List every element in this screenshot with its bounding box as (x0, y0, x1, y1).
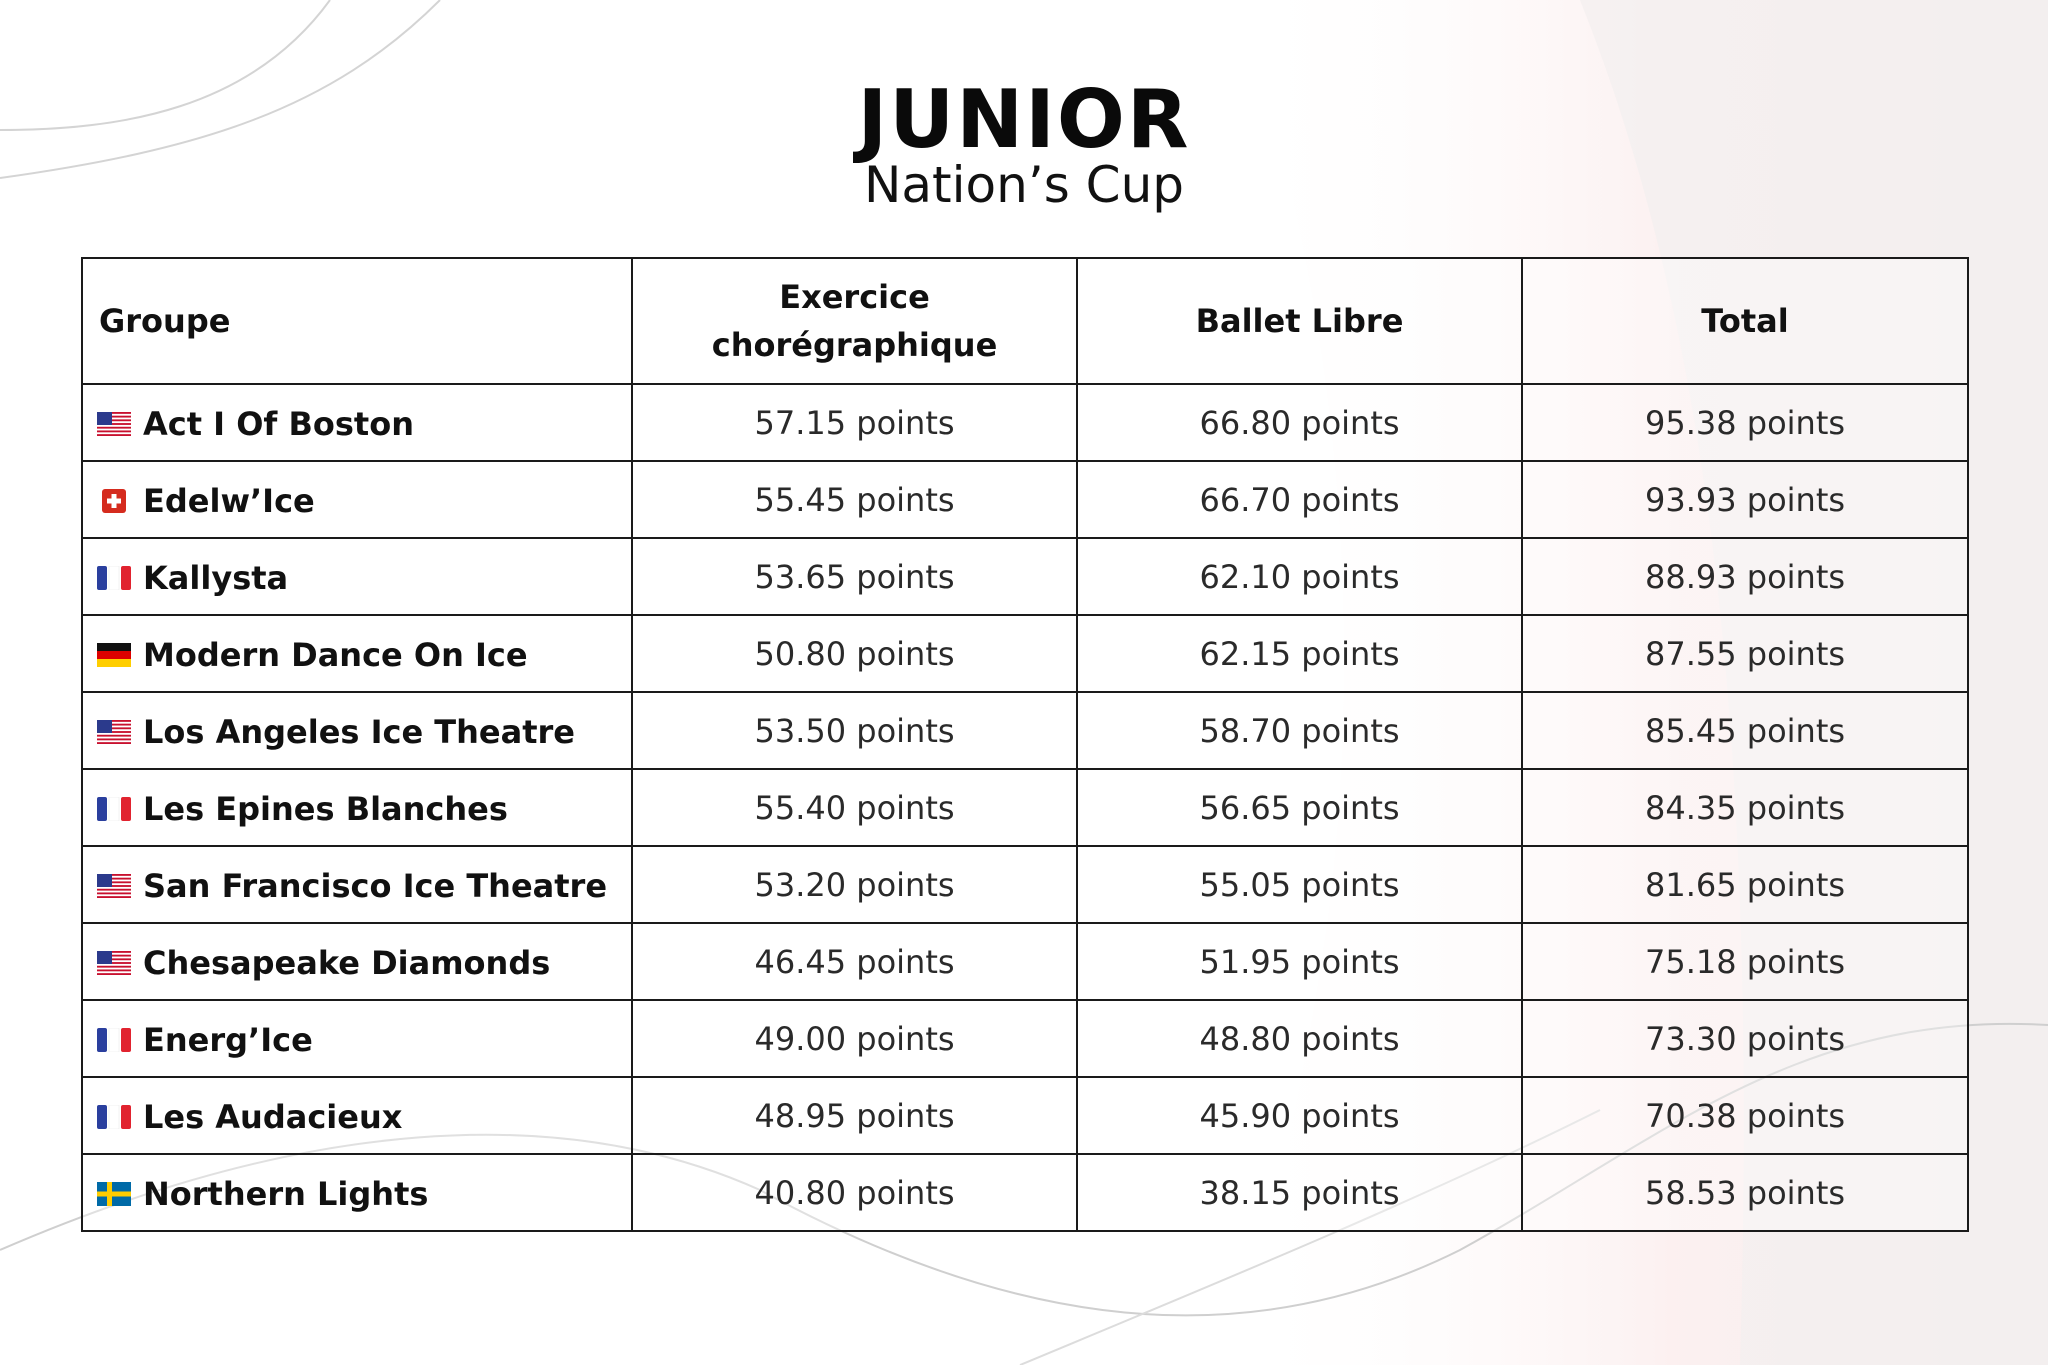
group-name: Les Epines Blanches (143, 789, 508, 828)
france-flag-icon (97, 797, 131, 821)
title-block (0, 73, 2048, 214)
ballet-score: 66.70 points (1077, 461, 1522, 538)
table-row (82, 1154, 1968, 1231)
total-score: 87.55 points (1522, 615, 1968, 692)
group-cell (82, 846, 632, 923)
table-row (82, 769, 1968, 846)
ballet-score: 55.05 points (1077, 846, 1522, 923)
france-flag-icon (97, 1028, 131, 1052)
group-cell (82, 538, 632, 615)
ballet-score: 56.65 points (1077, 769, 1522, 846)
total-score: 81.65 points (1522, 846, 1968, 923)
group-cell (82, 384, 632, 461)
france-flag-icon (97, 1105, 131, 1129)
table-row (82, 384, 1968, 461)
ballet-score: 62.15 points (1077, 615, 1522, 692)
total-score: 58.53 points (1522, 1154, 1968, 1231)
exercise-score: 57.15 points (632, 384, 1077, 461)
group-cell (82, 1154, 632, 1231)
header-exercise (632, 258, 1077, 384)
total-score: 75.18 points (1522, 923, 1968, 1000)
usa-flag-icon (97, 951, 131, 975)
group-name: Kallysta (143, 558, 289, 597)
group-cell (82, 1000, 632, 1077)
results-table (81, 257, 1969, 1232)
group-name: Act I Of Boston (143, 404, 414, 443)
exercise-score: 53.65 points (632, 538, 1077, 615)
usa-flag-icon (97, 874, 131, 898)
total-score: 73.30 points (1522, 1000, 1968, 1077)
table-row (82, 923, 1968, 1000)
table-header-row (82, 258, 1968, 384)
table-row (82, 1077, 1968, 1154)
group-cell (82, 461, 632, 538)
group-name: Los Angeles Ice Theatre (143, 712, 575, 751)
ballet-score: 51.95 points (1077, 923, 1522, 1000)
group-name: San Francisco Ice Theatre (143, 866, 608, 905)
page-title: JUNIOR (857, 73, 1191, 166)
total-score: 95.38 points (1522, 384, 1968, 461)
table-row (82, 461, 1968, 538)
group-cell (82, 769, 632, 846)
group-cell (82, 923, 632, 1000)
group-cell (82, 1077, 632, 1154)
usa-flag-icon (97, 412, 131, 436)
france-flag-icon (97, 566, 131, 590)
table-row (82, 615, 1968, 692)
page-subtitle: Nation’s Cup (864, 156, 1184, 214)
group-cell (82, 615, 632, 692)
exercise-score: 49.00 points (632, 1000, 1077, 1077)
exercise-score: 50.80 points (632, 615, 1077, 692)
table-row (82, 692, 1968, 769)
group-cell (82, 692, 632, 769)
group-name: Les Audacieux (143, 1097, 403, 1136)
group-name: Modern Dance On Ice (143, 635, 528, 674)
exercise-score: 48.95 points (632, 1077, 1077, 1154)
sweden-flag-icon (97, 1182, 131, 1206)
ballet-score: 58.70 points (1077, 692, 1522, 769)
header-total: Total (1522, 258, 1968, 384)
table-row (82, 1000, 1968, 1077)
total-score: 85.45 points (1522, 692, 1968, 769)
total-score: 84.35 points (1522, 769, 1968, 846)
germany-flag-icon (97, 643, 131, 667)
table-row (82, 538, 1968, 615)
group-name: Chesapeake Diamonds (143, 943, 551, 982)
header-ballet: Ballet Libre (1077, 258, 1522, 384)
group-name: Northern Lights (143, 1174, 429, 1213)
exercise-score: 40.80 points (632, 1154, 1077, 1231)
ballet-score: 66.80 points (1077, 384, 1522, 461)
total-score: 88.93 points (1522, 538, 1968, 615)
exercise-score: 46.45 points (632, 923, 1077, 1000)
exercise-score: 53.20 points (632, 846, 1077, 923)
exercise-score: 53.50 points (632, 692, 1077, 769)
ballet-score: 45.90 points (1077, 1077, 1522, 1154)
table-row (82, 846, 1968, 923)
group-name: Edelw’Ice (143, 481, 315, 520)
total-score: 70.38 points (1522, 1077, 1968, 1154)
exercise-score: 55.45 points (632, 461, 1077, 538)
total-score: 93.93 points (1522, 461, 1968, 538)
group-name: Energ’Ice (143, 1020, 313, 1059)
usa-flag-icon (97, 720, 131, 744)
ballet-score: 48.80 points (1077, 1000, 1522, 1077)
exercise-score: 55.40 points (632, 769, 1077, 846)
header-exercise-line1: Exercice (779, 278, 930, 316)
ballet-score: 38.15 points (1077, 1154, 1522, 1231)
ballet-score: 62.10 points (1077, 538, 1522, 615)
header-exercise-line2: chorégraphique (711, 326, 998, 364)
header-group: Groupe (82, 258, 632, 384)
switzerland-flag-icon (97, 489, 131, 513)
